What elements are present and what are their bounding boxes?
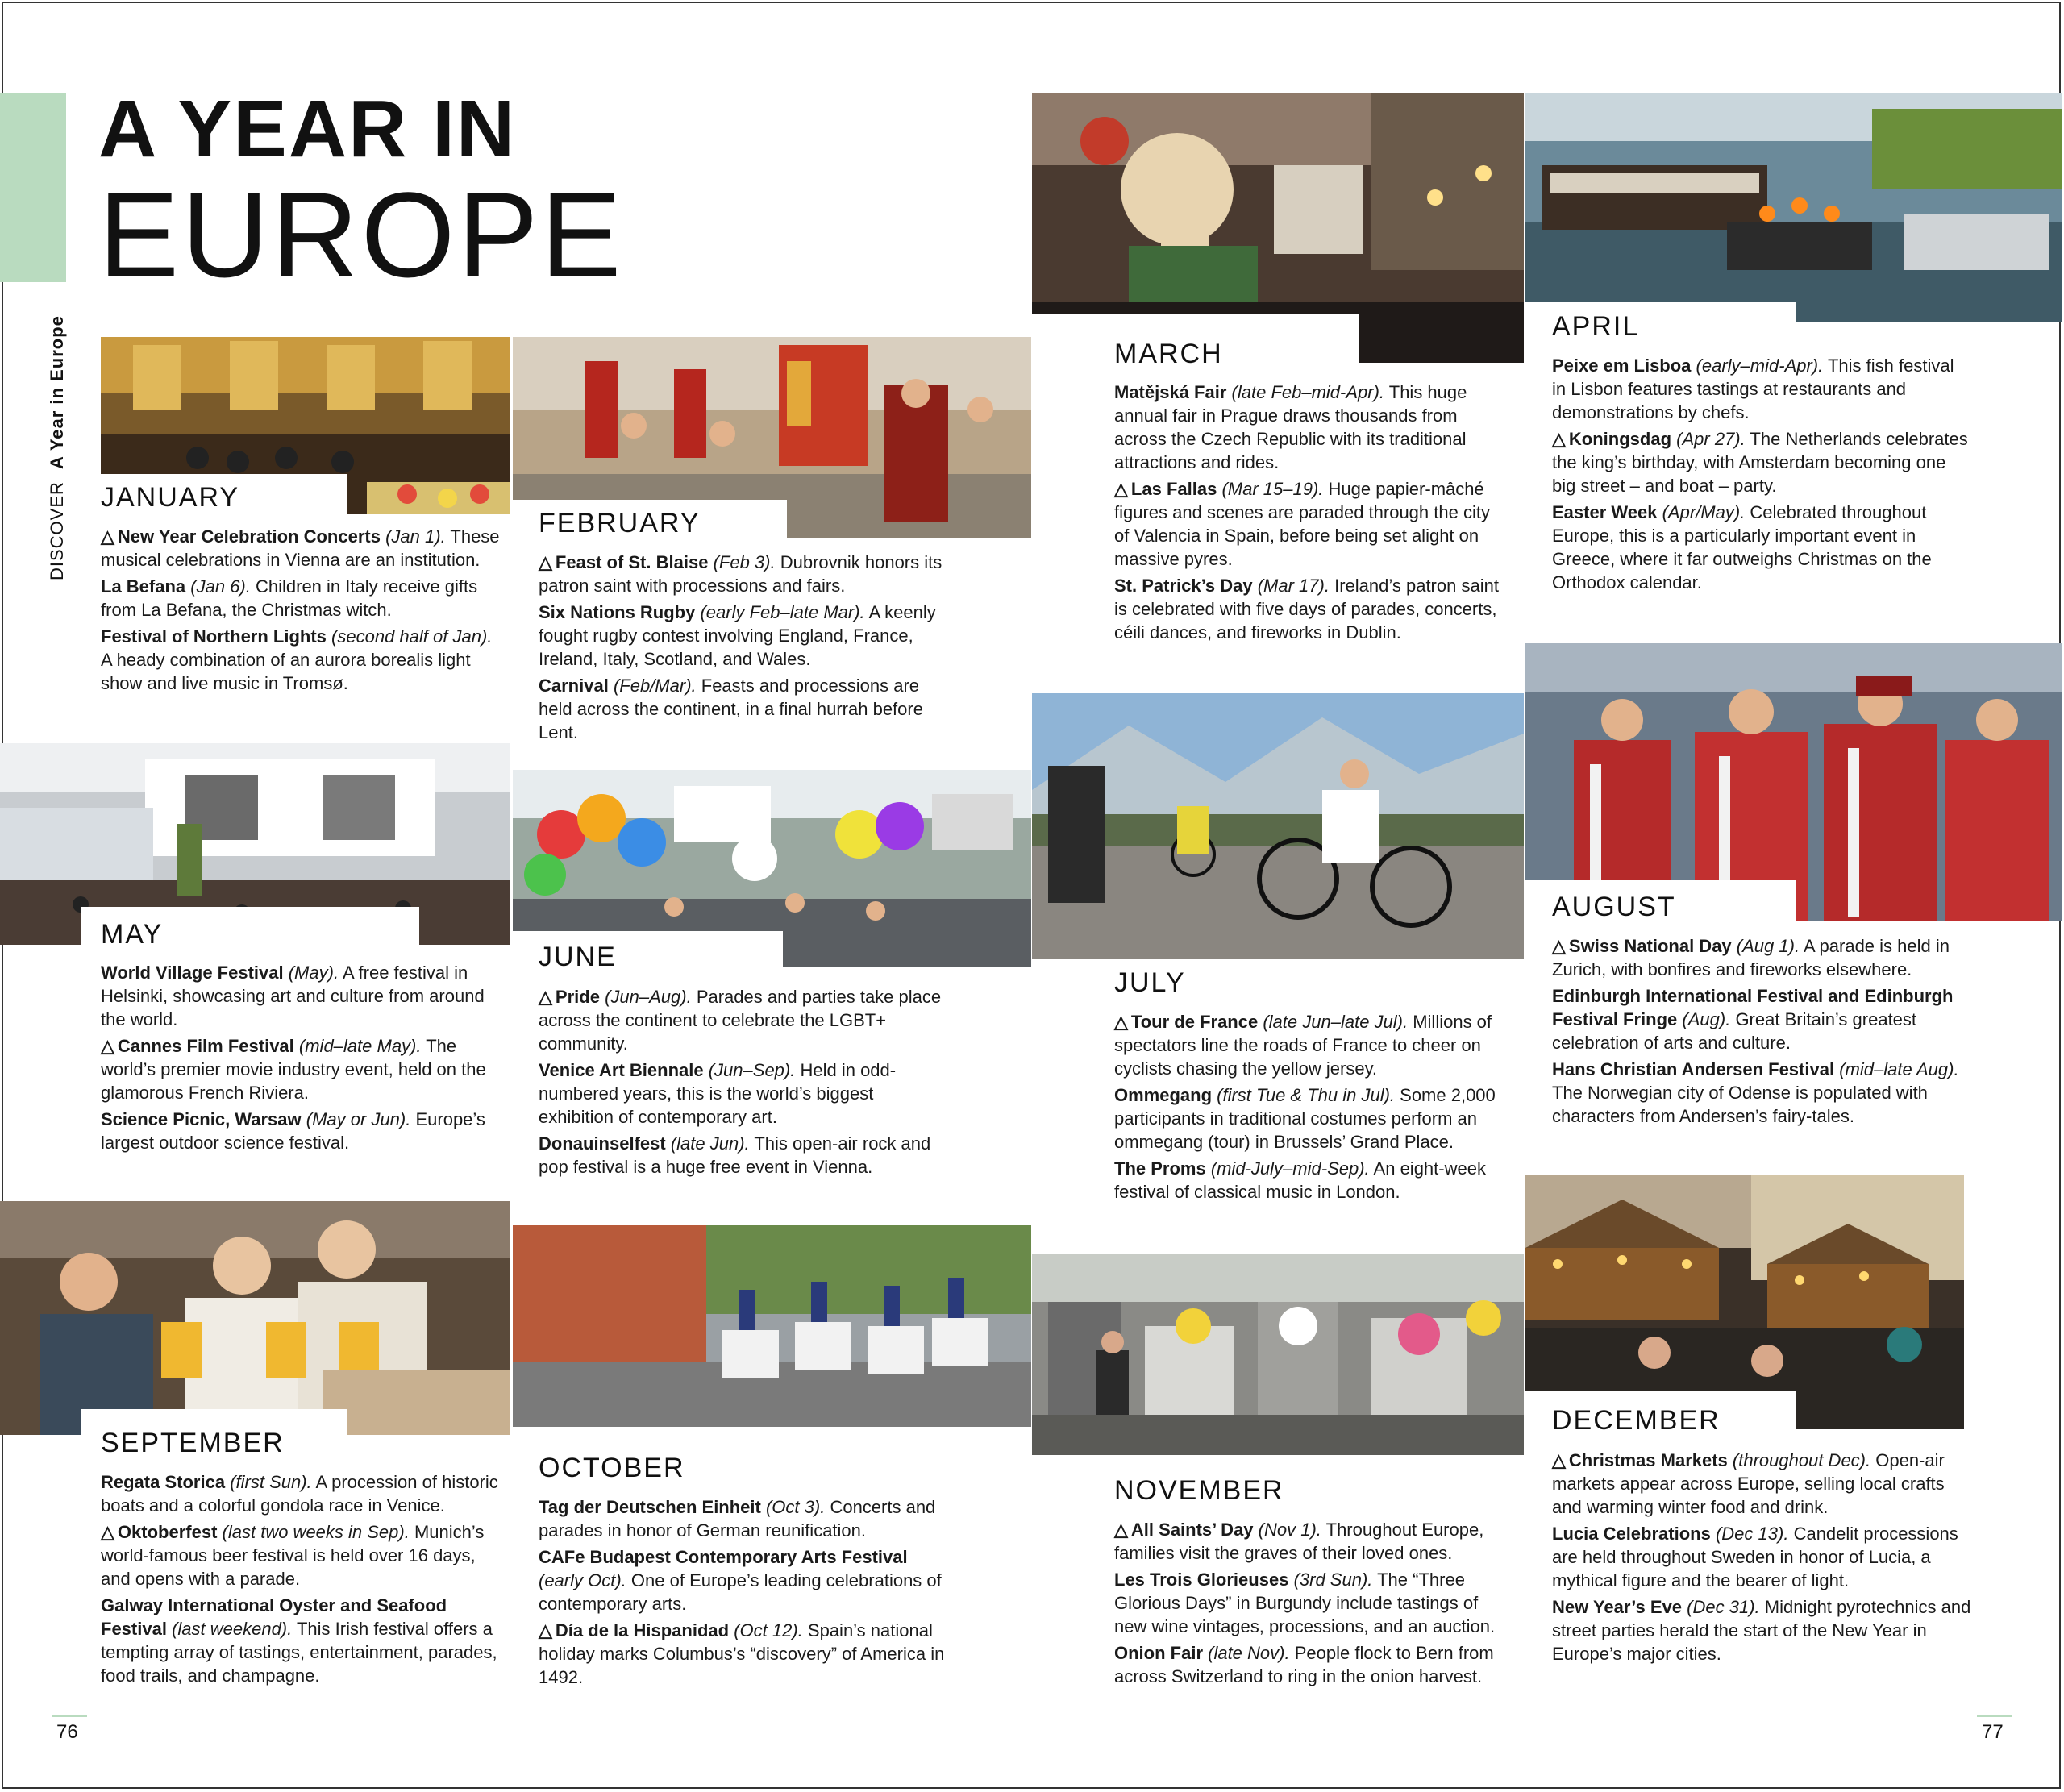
event-description: Children in Italy receive gifts from La Befana, the Christmas witch. xyxy=(101,576,478,620)
event-description: Candelit processions are held throughout Sweden in honor of Lucia, a mythical figure and the bearer of light. xyxy=(1552,1524,1958,1590)
highlight-triangle-icon: △ xyxy=(101,1036,114,1056)
event-description: Concerts and parades in honor of German reunification. xyxy=(539,1497,936,1540)
month-april-heading: APRIL xyxy=(1552,311,1640,342)
event-date: (first Tue & Thu in Jul). xyxy=(1217,1085,1396,1105)
event-description: People flock to Bern from across Switzerland to ring in the onion harvest. xyxy=(1114,1643,1494,1686)
event-date: (Dec 13). xyxy=(1715,1524,1789,1544)
event-item xyxy=(1114,1010,1509,1080)
event-item xyxy=(101,1520,500,1590)
event-date: (last two weeks in Sep). xyxy=(222,1522,410,1542)
event-item xyxy=(539,1132,946,1179)
event-description: The world’s premier movie industry event, held on the glamorous French Riviera. xyxy=(101,1036,486,1103)
event-item xyxy=(1552,1522,1971,1592)
event-item xyxy=(101,1470,500,1517)
event-description: Millions of spectators line the roads of France to cheer on cyclists chasing the yellow jersey. xyxy=(1114,1012,1492,1079)
event-item xyxy=(1552,501,1971,594)
event-description: Ireland’s patron saint is celebrated with five days of parades, concerts, céili dances, and fireworks in Dublin. xyxy=(1114,576,1499,642)
event-description: Europe’s largest outdoor science festival. xyxy=(101,1109,485,1153)
highlight-triangle-icon: △ xyxy=(1114,479,1128,499)
event-item xyxy=(1114,477,1501,571)
event-description: Some 2,000 participants in traditional costumes perform an ommegang (tour) in Brussels’ Grand Place. xyxy=(1114,1085,1496,1152)
event-title: Ommegang xyxy=(1114,1085,1213,1105)
event-date: (Oct 12). xyxy=(734,1620,803,1640)
event-item xyxy=(1552,934,1971,981)
event-item xyxy=(101,1108,500,1154)
event-title: La Befana xyxy=(101,576,186,597)
event-date: (late Jun). xyxy=(670,1133,750,1154)
title-line-1: A YEAR IN xyxy=(98,84,517,174)
event-title: Festival of Northern Lights xyxy=(101,626,327,647)
event-date: (3rd Sun). xyxy=(1293,1570,1373,1590)
photo-september xyxy=(0,1201,510,1435)
event-title: Regata Storica xyxy=(101,1472,226,1492)
event-date: (mid-July–mid-Sep). xyxy=(1210,1158,1370,1179)
event-date: (Mar 17). xyxy=(1257,576,1330,596)
event-description: The “Three Glorious Days” in Burgundy include tastings of new wine vintages, processions, and an auction. xyxy=(1114,1570,1496,1636)
event-date: (last weekend). xyxy=(172,1619,293,1639)
event-title: Hans Christian Andersen Festival xyxy=(1552,1059,1835,1079)
event-title: Matějská Fair xyxy=(1114,382,1227,402)
event-item xyxy=(1552,1449,1971,1519)
chapter-tab xyxy=(47,315,68,580)
event-item xyxy=(101,575,500,622)
event-item xyxy=(1114,1568,1509,1638)
event-item xyxy=(101,625,500,695)
events-august xyxy=(1552,934,1971,1131)
month-january-heading: JANUARY xyxy=(101,482,240,513)
month-march-heading: MARCH xyxy=(1114,339,1223,369)
event-description: These musical celebrations in Vienna are an institution. xyxy=(101,526,500,570)
event-title: Venice Art Biennale xyxy=(539,1060,704,1080)
event-date: (second half of Jan). xyxy=(331,626,493,647)
events-june xyxy=(539,985,946,1182)
event-date: (Apr/May). xyxy=(1662,502,1746,522)
event-date: (Aug). xyxy=(1682,1009,1731,1029)
event-title: Pride xyxy=(555,987,600,1007)
event-description: A parade is held in Zurich, with bonfires and fireworks elsewhere. xyxy=(1552,936,1950,979)
month-august-heading: AUGUST xyxy=(1552,892,1676,922)
event-date: (late Nov). xyxy=(1208,1643,1290,1663)
event-date: (Dec 31). xyxy=(1687,1597,1760,1617)
event-description: An eight-week festival of classical music in London. xyxy=(1114,1158,1486,1202)
event-title: Donauinselfest xyxy=(539,1133,666,1154)
accent-bar xyxy=(0,93,66,282)
event-title: Lucia Celebrations xyxy=(1552,1524,1711,1544)
july-label-box xyxy=(1032,959,1359,1008)
chapter-subsection: A Year in Europe xyxy=(47,315,67,469)
event-date: (first Sun). xyxy=(230,1472,312,1492)
events-february xyxy=(539,551,946,747)
highlight-triangle-icon: △ xyxy=(101,1522,114,1542)
event-date: (mid–late Aug). xyxy=(1839,1059,1959,1079)
event-description: Parades and parties take place across the continent to celebrate the LGBT+ community. xyxy=(539,987,942,1054)
event-title: World Village Festival xyxy=(101,963,284,983)
page-number-rule-right xyxy=(1977,1715,2012,1717)
event-item xyxy=(1552,984,1971,1054)
page-number-right: 77 xyxy=(1982,1721,2004,1743)
event-description: Huge papier-mâché figures and scenes are paraded through the city of Valencia in Spain, before being set alight on massive pyres. xyxy=(1114,479,1490,569)
event-title: Six Nations Rugby xyxy=(539,602,696,622)
event-title: Science Picnic, Warsaw xyxy=(101,1109,302,1129)
event-item xyxy=(1552,1058,1971,1128)
event-item xyxy=(101,525,500,572)
event-description: Spain’s national holiday marks Columbus’s “discovery” of America in 1492. xyxy=(539,1620,945,1687)
event-date: (Jan 6). xyxy=(190,576,251,597)
event-date: (early Feb–late Mar). xyxy=(700,602,865,622)
event-description: This fish festival in Lisbon features tastings at restaurants and demonstrations by chefs. xyxy=(1552,355,1954,422)
month-june-heading: JUNE xyxy=(539,942,617,972)
event-item xyxy=(1552,354,1971,424)
event-item xyxy=(1114,1157,1509,1204)
event-title: New Year Celebration Concerts xyxy=(117,526,381,547)
events-april xyxy=(1552,354,1971,597)
events-may xyxy=(101,961,500,1158)
event-title: Swiss National Day xyxy=(1568,936,1732,956)
event-date: (late Feb–mid-Apr). xyxy=(1231,382,1385,402)
month-july-heading: JULY xyxy=(1114,967,1186,998)
event-description: A keenly fought rugby contest involving England, France, Ireland, Italy, Scotland, and Wales. xyxy=(539,602,936,669)
event-description: Held in odd-numbered years, this is the world’s biggest exhibition of contemporary art. xyxy=(539,1060,897,1127)
events-july xyxy=(1114,1010,1509,1207)
event-description: This Irish festival offers a tempting array of tastings, entertainment, parades, food trails, and champagne. xyxy=(101,1619,497,1686)
event-description: Great Britain’s greatest celebration of arts and culture. xyxy=(1552,1009,1917,1053)
event-description: Munich’s world-famous beer festival is held over 16 days, and opens with a parade. xyxy=(101,1522,485,1589)
event-date: (Nov 1). xyxy=(1258,1520,1321,1540)
month-november-heading: NOVEMBER xyxy=(1114,1475,1284,1506)
photo-october xyxy=(513,1225,1031,1427)
photo-november xyxy=(1032,1254,1524,1455)
event-item xyxy=(539,1495,946,1542)
event-item xyxy=(539,1619,946,1689)
event-title: Christmas Markets xyxy=(1568,1450,1728,1470)
event-item xyxy=(1552,1595,1971,1665)
event-description: Celebrated throughout Europe, this is a particularly important event in Greece, where it far outweighs Christmas on the Orthodox calendar. xyxy=(1552,502,1932,592)
event-description: A heady combination of an aurora borealis light show and live music in Tromsø. xyxy=(101,650,471,693)
event-date: (Feb/Mar). xyxy=(613,676,697,696)
month-october-heading: OCTOBER xyxy=(539,1453,685,1483)
event-item xyxy=(539,601,946,671)
event-title: All Saints’ Day xyxy=(1130,1520,1254,1540)
events-november xyxy=(1114,1518,1509,1691)
event-description: This open-air rock and pop festival is a huge free event in Vienna. xyxy=(539,1133,931,1177)
event-title: Feast of St. Blaise xyxy=(555,552,709,572)
event-item xyxy=(101,1594,500,1687)
highlight-triangle-icon: △ xyxy=(539,552,552,572)
event-item xyxy=(539,985,946,1055)
events-march xyxy=(1114,380,1501,647)
event-description: Dubrovnik honors its patron saint with processions and fairs. xyxy=(539,552,943,596)
event-item xyxy=(539,1545,946,1615)
photo-april xyxy=(1525,93,2062,322)
event-title: Tour de France xyxy=(1130,1012,1259,1032)
event-date: (Aug 1). xyxy=(1736,936,1800,956)
event-item xyxy=(1114,1083,1509,1154)
event-item xyxy=(539,551,946,597)
month-may-heading: MAY xyxy=(101,919,164,950)
event-title: St. Patrick’s Day xyxy=(1114,576,1253,596)
event-title: Tag der Deutschen Einheit xyxy=(539,1497,761,1517)
event-date: (Apr 27). xyxy=(1676,429,1746,449)
event-description: Midnight pyrotechnics and street parties herald the start of the New Year in Europe’s major cities. xyxy=(1552,1597,1971,1664)
highlight-triangle-icon: △ xyxy=(101,526,114,547)
event-title: New Year’s Eve xyxy=(1552,1597,1683,1617)
event-title: Les Trois Glorieuses xyxy=(1114,1570,1289,1590)
event-date: (Jun–Sep). xyxy=(708,1060,796,1080)
photo-july xyxy=(1032,693,1524,959)
event-title: Día de la Hispanidad xyxy=(555,1620,730,1640)
event-title: Easter Week xyxy=(1552,502,1658,522)
event-date: (Oct 3). xyxy=(765,1497,826,1517)
event-item xyxy=(1114,380,1501,474)
event-date: (early Oct). xyxy=(539,1570,626,1590)
events-december xyxy=(1552,1449,1971,1669)
event-date: (Feb 3). xyxy=(713,552,776,572)
event-date: (throughout Dec). xyxy=(1732,1450,1871,1470)
chapter-section: DISCOVER xyxy=(47,481,67,580)
title-line-2: EUROPE xyxy=(98,167,624,302)
event-title: Galway International Oyster and Seafood Festival xyxy=(101,1595,447,1639)
event-title: Onion Fair xyxy=(1114,1643,1203,1663)
highlight-triangle-icon: △ xyxy=(1114,1520,1128,1540)
event-title: Peixe em Lisboa xyxy=(1552,355,1692,376)
event-description: A free festival in Helsinki, showcasing art and culture from around the world. xyxy=(101,963,485,1029)
event-description: The Norwegian city of Odense is populated with characters from Andersen’s fairy-tales. xyxy=(1552,1083,1928,1126)
events-october xyxy=(539,1495,946,1692)
event-date: (Mar 15–19). xyxy=(1221,479,1324,499)
events-september xyxy=(101,1470,500,1690)
events-january xyxy=(101,525,500,698)
event-title: Cannes Film Festival xyxy=(117,1036,294,1056)
event-item xyxy=(539,674,946,744)
highlight-triangle-icon: △ xyxy=(1114,1012,1128,1032)
event-description: Feasts and processions are held across the continent, in a final hurrah before Lent. xyxy=(539,676,923,742)
page-title xyxy=(98,84,624,302)
event-description: This huge annual fair in Prague draws thousands from across the Czech Republic with its traditional attractions and rides. xyxy=(1114,382,1467,472)
event-description: A procession of historic boats and a colorful gondola race in Venice. xyxy=(101,1472,498,1516)
event-title: The Proms xyxy=(1114,1158,1206,1179)
event-date: (Jun–Aug). xyxy=(605,987,692,1007)
event-item xyxy=(1114,574,1501,644)
event-title: Edinburgh International Festival and Edinburgh Festival Fringe xyxy=(1552,986,1954,1029)
event-title: CAFe Budapest Contemporary Arts Festival xyxy=(539,1547,908,1567)
event-date: (late Jun–late Jul). xyxy=(1263,1012,1409,1032)
event-date: (mid–late May). xyxy=(298,1036,422,1056)
highlight-triangle-icon: △ xyxy=(1552,936,1566,956)
event-date: (May or Jun). xyxy=(306,1109,411,1129)
event-date: (early–mid-Apr). xyxy=(1696,355,1824,376)
highlight-triangle-icon: △ xyxy=(1552,1450,1566,1470)
highlight-triangle-icon: △ xyxy=(539,1620,552,1640)
month-december-heading: DECEMBER xyxy=(1552,1405,1721,1436)
event-item xyxy=(1114,1518,1509,1565)
event-item xyxy=(101,1034,500,1104)
page-number-left: 76 xyxy=(56,1721,78,1743)
event-description: The Netherlands celebrates the king’s birthday, with Amsterdam becoming one big street – and boat – party. xyxy=(1552,429,1968,496)
highlight-triangle-icon: △ xyxy=(539,987,552,1007)
event-description: One of Europe’s leading celebrations of contemporary arts. xyxy=(539,1570,942,1614)
month-february-heading: FEBRUARY xyxy=(539,508,701,538)
event-date: (May). xyxy=(288,963,339,983)
event-item xyxy=(1114,1641,1509,1688)
event-description: Throughout Europe, families visit the graves of their loved ones. xyxy=(1114,1520,1484,1563)
page-number-rule-left xyxy=(52,1715,87,1717)
event-item xyxy=(539,1058,946,1129)
event-title: Koningsdag xyxy=(1568,429,1672,449)
highlight-triangle-icon: △ xyxy=(1552,429,1566,449)
event-item xyxy=(101,961,500,1031)
month-september-heading: SEPTEMBER xyxy=(101,1428,285,1458)
event-item xyxy=(1552,427,1971,497)
event-date: (Jan 1). xyxy=(385,526,446,547)
event-title: Las Fallas xyxy=(1130,479,1217,499)
event-description: Open-air markets appear across Europe, selling local crafts and warming winter food and drink. xyxy=(1552,1450,1945,1517)
event-title: Oktoberfest xyxy=(117,1522,218,1542)
event-title: Carnival xyxy=(539,676,609,696)
